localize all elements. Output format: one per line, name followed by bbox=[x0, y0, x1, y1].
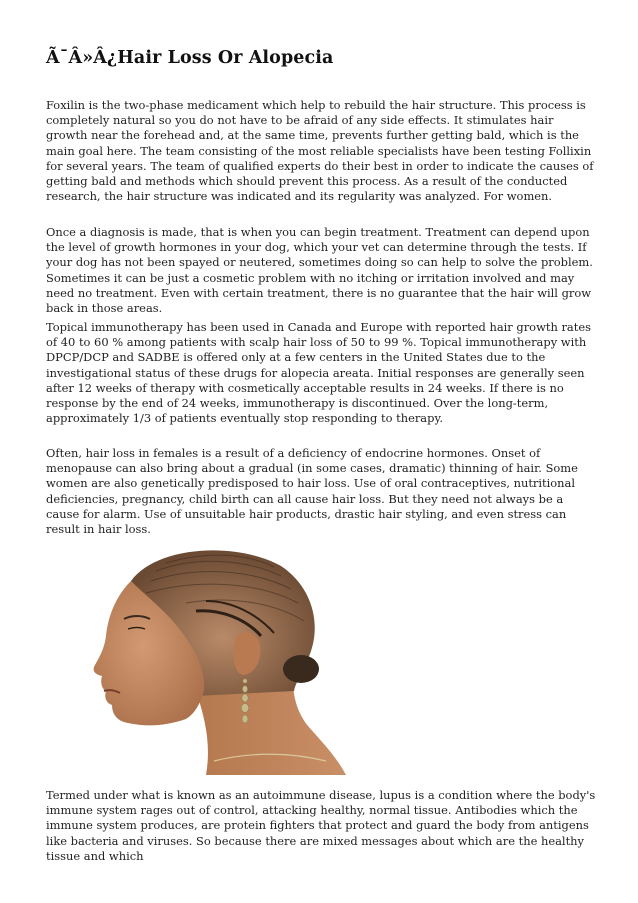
page-title: Ã¯Â»Â¿Hair Loss Or Alopecia bbox=[46, 48, 334, 68]
paragraph-lupus: Termed under what is known as an autoimmune disease, lupus is a condition where the body's immune system rages out of control, attacking healthy, normal tissue. Antibodies which the immune system produces, are protein fighters that protect and guard the body from antigens like bacteria and viruses. So because there are mixed messages about which are the healthy tissue and which bbox=[46, 788, 596, 863]
paragraph-female-hair-loss: Often, hair loss in females is a result of a deficiency of endocrine hormones. Onset of menopause can also bring about a gradual (in some cases, dramatic) thinning of hair. Some women are also genetically predisposed to hair loss. Use of oral contraceptives, nutritional deficiencies, pregnancy, child birth can all cause hair loss. But they need not always be a cause for alarm. Use of unsuitable hair products, drastic hair styling, and even stress can result in hair loss. bbox=[46, 446, 578, 537]
woman-profile-photo bbox=[46, 541, 358, 775]
paragraph-immunotherapy: Topical immunotherapy has been used in Canada and Europe with reported hair growth rates of 40 to 60 % among patients with scalp hair loss of 50 to 99 %. Topical immunotherapy with DPCP/DCP and SADBE is offered only at a few centers in the United States due to the investigational status of these drugs for alopecia areata. Initial responses are generally seen after 12 weeks of therapy with cosmetically acceptable results in 24 weeks. If there is no response by the end of 24 weeks, immunotherapy is discontinued. Over the long-term, approximately 1/3 of patients eventually stop responding to therapy. bbox=[46, 320, 591, 426]
paragraph-foxilin: Foxilin is the two-phase medicament which help to rebuild the hair structure. This process is completely natural so you do not have to be afraid of any side effects. It stimulates hair growth near the forehead and, at the same time, prevents further getting bald, which is the main goal here. The team consisting of the most reliable specialists have been testing Follixin for several years. The team of qualified experts do their best in order to indicate the causes of getting bald and methods which should prevent this process. As a result of the conducted research, the hair structure was indicated and its regularity was analyzed. For women. bbox=[46, 98, 594, 204]
paragraph-diagnosis: Once a diagnosis is made, that is when you can begin treatment. Treatment can depend upon the level of growth hormones in your dog, which your vet can determine through the tests. If your dog has not been spayed or neutered, sometimes doing so can help to solve the problem. Sometimes it can be just a cosmetic problem with no itching or irritation involved and may need no treatment. Even with certain treatment, there is no guarantee that the hair will grow back in those areas. bbox=[46, 225, 593, 316]
